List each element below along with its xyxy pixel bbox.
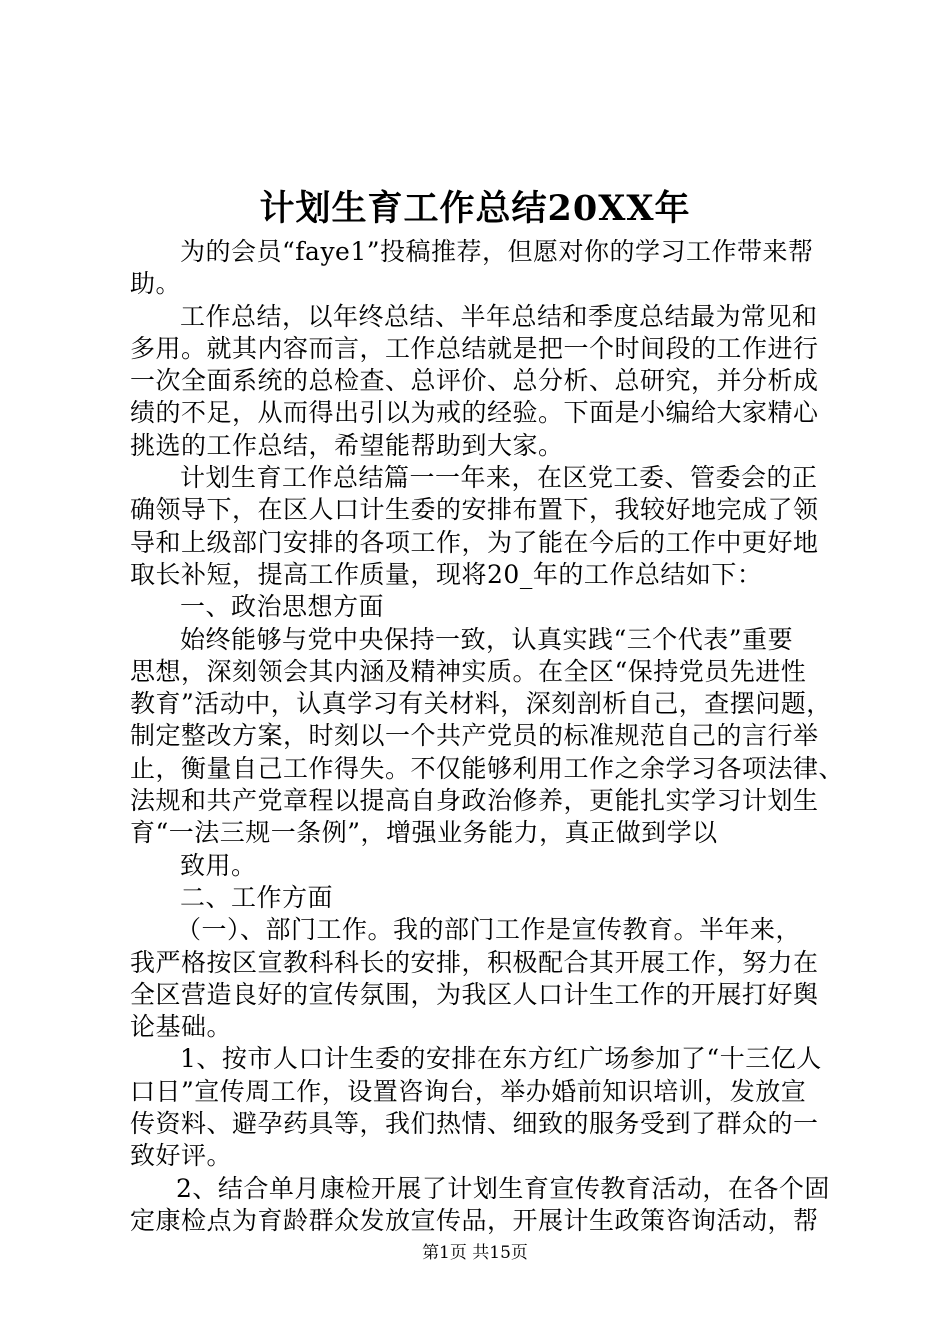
section-heading: 二、工作方面 bbox=[180, 882, 334, 912]
text-line: 止，衡量自己工作得失。不仅能够利用工作之余学习各项法律、 bbox=[130, 753, 845, 783]
text-line: 论基础。 bbox=[130, 1012, 233, 1042]
section-heading: 一、政治思想方面 bbox=[180, 592, 385, 622]
text-line: 工作总结，以年终总结、半年总结和季度总结最为常见和 bbox=[180, 301, 818, 331]
text-line: 育“一法三规一条例”，增强业务能力，真正做到学以 bbox=[130, 818, 718, 848]
text-line: 绩的不足，从而得出引以为戒的经验。下面是小编给大家精心 bbox=[130, 398, 819, 428]
page-number: 第1页 共15页 bbox=[422, 1243, 528, 1263]
text-line: 2、结合单月康检开展了计划生育宣传教育活动，在各个固 bbox=[176, 1173, 830, 1203]
document-body bbox=[130, 236, 845, 1237]
text-line: 多用。就其内容而言，工作总结就是把一个时间段的工作进行 bbox=[130, 333, 819, 363]
text-line: 传资料、避孕药具等，我们热情、细致的服务受到了群众的一 bbox=[130, 1109, 819, 1139]
text-line: 全区营造良好的宣传氛围，为我区人口计生工作的开展打好舆 bbox=[130, 979, 819, 1009]
text-line: 口日”宣传周工作，设置咨询台，举办婚前知识培训，发放宣 bbox=[130, 1076, 807, 1106]
text-line: 我严格按区宣教科科长的安排，积极配合其开展工作，努力在 bbox=[130, 947, 819, 977]
text-line: 为的会员“faye1”投稿推荐，但愿对你的学习工作带来帮 bbox=[180, 237, 814, 266]
text-line: 思想，深刻领会其内涵及精神实质。在全区“保持党员先进性 bbox=[130, 656, 807, 686]
document-title: 计划生育工作总结20XX年 bbox=[259, 188, 691, 229]
text-line: 挑选的工作总结，希望能帮助到大家。 bbox=[130, 430, 564, 460]
text-line: 导和上级部门安排的各项工作，为了能在今后的工作中更好地 bbox=[130, 527, 819, 557]
text-line: （一）、部门工作。我的部门工作是宣传教育。半年来， bbox=[176, 915, 802, 945]
text-line: 取长补短，提高工作质量，现将20_年的工作总结如下： bbox=[130, 559, 763, 589]
text-line: 法规和共产党章程以提高自身政治修养，更能扎实学习计划生 bbox=[130, 786, 819, 816]
text-line: 1、按市人口计生委的安排在东方红广场参加了“十三亿人 bbox=[180, 1044, 822, 1074]
text-line: 定康检点为育龄群众发放宣传品，开展计生政策咨询活动，帮 bbox=[130, 1205, 819, 1235]
text-line: 致好评。 bbox=[130, 1141, 233, 1171]
text-line: 制定整改方案，时刻以一个共产党员的标准规范自己的言行举 bbox=[130, 721, 819, 751]
text-line: 一次全面系统的总检查、总评价、总分析、总研究，并分析成 bbox=[130, 366, 819, 396]
text-line: 致用。 bbox=[180, 850, 257, 880]
text-line: 教育”活动中，认真学习有关材料，深刻剖析自己，查摆问题， bbox=[130, 689, 832, 719]
text-line: 计划生育工作总结篇一一年来，在区党工委、管委会的正 bbox=[180, 463, 818, 493]
text-line: 助。 bbox=[130, 269, 182, 299]
text-line: 始终能够与党中央保持一致，认真实践“三个代表”重要 bbox=[180, 624, 794, 654]
text-line: 确领导下，在区人口计生委的安排布置下，我较好地完成了领 bbox=[130, 495, 819, 525]
